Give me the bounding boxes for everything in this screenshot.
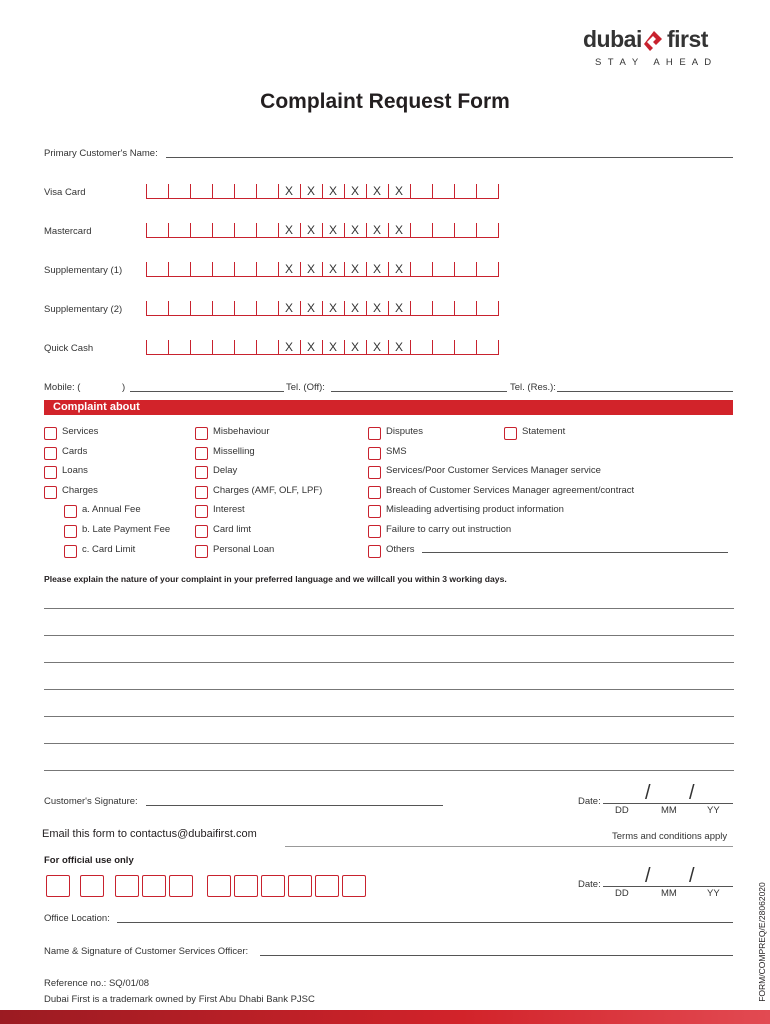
complaint-sub-checkbox[interactable] xyxy=(64,525,77,538)
mobile-field[interactable] xyxy=(130,391,284,392)
complaint-col2-checkbox[interactable] xyxy=(195,466,208,479)
complaint-sub-label: b. Late Payment Fee xyxy=(82,524,171,535)
official-box[interactable] xyxy=(288,875,312,897)
card-field-divider xyxy=(476,262,477,277)
complaint-col1-label: Loans xyxy=(62,465,88,476)
complaint-col2-checkbox[interactable] xyxy=(195,505,208,518)
masked-digit: X xyxy=(350,301,359,315)
card-field-divider xyxy=(256,184,257,199)
masked-digit: X xyxy=(328,262,337,276)
card-field-divider xyxy=(498,301,499,316)
official-box[interactable] xyxy=(46,875,70,897)
card-label: Supplementary (1) xyxy=(44,265,123,276)
card-number-field[interactable] xyxy=(146,339,506,355)
card-field-divider xyxy=(190,340,191,355)
card-field-divider xyxy=(190,184,191,199)
card-field-divider xyxy=(234,223,235,238)
masked-digit: X xyxy=(350,223,359,237)
card-field-divider xyxy=(410,223,411,238)
primary-name-field[interactable] xyxy=(166,157,733,158)
masked-digit: X xyxy=(328,340,337,354)
masked-digit: X xyxy=(284,262,293,276)
complaint-col1-label: Cards xyxy=(62,446,88,457)
card-number-field[interactable] xyxy=(146,300,506,316)
official-box[interactable] xyxy=(315,875,339,897)
complaint-col3-checkbox[interactable] xyxy=(368,545,381,558)
complaint-col1-label: Services xyxy=(62,426,99,437)
card-field-divider xyxy=(168,223,169,238)
masked-digit: X xyxy=(328,223,337,237)
card-field-divider xyxy=(432,223,433,238)
trademark-note: Dubai First is a trademark owned by First Abu Dhabi Bank PJSC xyxy=(44,994,315,1005)
brand-tagline: S T A Y A H E A D xyxy=(595,57,714,68)
masked-digit: X xyxy=(284,223,293,237)
primary-name-label: Primary Customer's Name: xyxy=(44,148,158,159)
masked-digit: X xyxy=(306,223,315,237)
card-field-divider xyxy=(454,301,455,316)
complaint-col4-checkbox[interactable] xyxy=(504,427,517,440)
complaint-col3-label: Others xyxy=(386,544,415,555)
masked-digit: X xyxy=(372,262,381,276)
card-field-divider xyxy=(498,340,499,355)
masked-digit: X xyxy=(328,184,337,198)
masked-digit: X xyxy=(306,184,315,198)
date-separator: / xyxy=(689,782,695,804)
complaint-col3-checkbox[interactable] xyxy=(368,486,381,499)
complaint-col3-label: SMS xyxy=(386,446,407,457)
complaint-col1-checkbox[interactable] xyxy=(44,486,57,499)
complaint-sub-label: c. Card Limit xyxy=(82,544,136,555)
masked-digit: X xyxy=(394,223,403,237)
complaint-col2-label: Misselling xyxy=(213,446,255,457)
complaint-line[interactable] xyxy=(44,689,734,690)
complaint-col2-label: Charges (AMF, OLF, LPF) xyxy=(213,485,323,496)
date-separator: / xyxy=(645,782,651,804)
masked-digit: X xyxy=(394,262,403,276)
card-field-divider xyxy=(410,340,411,355)
complaint-col3-checkbox[interactable] xyxy=(368,427,381,440)
complaint-line[interactable] xyxy=(44,608,734,609)
card-field-divider xyxy=(432,301,433,316)
card-field-divider xyxy=(168,301,169,316)
card-field-divider xyxy=(212,223,213,238)
masked-digit: X xyxy=(306,340,315,354)
card-field-divider xyxy=(234,184,235,199)
complaint-sub-checkbox[interactable] xyxy=(64,505,77,518)
date-yy: YY xyxy=(707,805,720,816)
card-field-divider xyxy=(212,184,213,199)
official-box[interactable] xyxy=(234,875,258,897)
official-box[interactable] xyxy=(261,875,285,897)
card-field-divider xyxy=(168,262,169,277)
card-label: Visa Card xyxy=(44,187,86,198)
card-field-divider xyxy=(146,340,147,355)
card-field-divider xyxy=(190,262,191,277)
masked-digit: X xyxy=(306,301,315,315)
card-number-field[interactable] xyxy=(146,261,506,277)
official-box[interactable] xyxy=(169,875,193,897)
complaint-sub-label: a. Annual Fee xyxy=(82,504,141,515)
masked-digit: X xyxy=(284,340,293,354)
card-field-divider xyxy=(234,340,235,355)
complaint-col2-checkbox[interactable] xyxy=(195,447,208,460)
tel-office-field[interactable] xyxy=(331,391,507,392)
official-use-rule xyxy=(285,846,733,847)
complaint-col3-label: Misleading advertising product information xyxy=(386,504,564,515)
official-box[interactable] xyxy=(342,875,366,897)
card-field-divider xyxy=(476,340,477,355)
masked-digit: X xyxy=(394,184,403,198)
card-field-divider xyxy=(146,262,147,277)
explain-instruction: Please explain the nature of your complaint in your preferred language and we willcall you within 3 working days. xyxy=(44,574,507,584)
mobile-label-close: ) xyxy=(122,382,126,393)
complaint-line[interactable] xyxy=(44,770,734,771)
complaint-col3-checkbox[interactable] xyxy=(368,525,381,538)
card-field-divider xyxy=(190,301,191,316)
masked-digit: X xyxy=(372,223,381,237)
complaint-col3-label: Disputes xyxy=(386,426,423,437)
card-field-divider xyxy=(410,301,411,316)
terms-note: Terms and conditions apply xyxy=(612,831,728,842)
complaint-col2-checkbox[interactable] xyxy=(195,486,208,499)
complaint-line[interactable] xyxy=(44,662,734,663)
page-title: Complaint Request Form xyxy=(260,90,510,113)
date-separator: / xyxy=(689,865,695,887)
tel-res-label: Tel. (Res.): xyxy=(510,382,556,393)
complaint-col1-checkbox[interactable] xyxy=(44,447,57,460)
card-field-divider xyxy=(476,301,477,316)
date-field[interactable] xyxy=(603,803,733,804)
card-number-field[interactable] xyxy=(146,183,506,199)
brand-logo xyxy=(583,26,733,70)
complaint-col1-checkbox[interactable] xyxy=(44,427,57,440)
card-field-divider xyxy=(410,184,411,199)
office-location-label: Office Location: xyxy=(44,913,110,924)
card-field-divider xyxy=(498,184,499,199)
complaint-col1-label: Charges xyxy=(62,485,98,496)
officer-field[interactable] xyxy=(260,955,733,956)
reference-number: Reference no.: SQ/01/08 xyxy=(44,978,150,989)
card-field-divider xyxy=(212,262,213,277)
card-field-divider xyxy=(212,340,213,355)
complaint-col3-label: Services/Poor Customer Services Manager service xyxy=(386,465,601,476)
complaint-col3-checkbox[interactable] xyxy=(368,466,381,479)
masked-digit: X xyxy=(372,301,381,315)
footer-bar xyxy=(0,1010,770,1024)
card-field-divider xyxy=(476,184,477,199)
card-number-field[interactable] xyxy=(146,222,506,238)
card-field-divider xyxy=(146,223,147,238)
card-field-divider xyxy=(234,262,235,277)
card-field-divider xyxy=(256,301,257,316)
official-box[interactable] xyxy=(115,875,139,897)
date-separator: / xyxy=(645,865,651,887)
card-field-divider xyxy=(146,184,147,199)
card-field-divider xyxy=(432,262,433,277)
official-box[interactable] xyxy=(80,875,104,897)
brand-name-part2: first xyxy=(667,26,708,52)
complaint-col2-label: Interest xyxy=(213,504,245,515)
card-label: Quick Cash xyxy=(44,343,94,354)
card-field-divider xyxy=(256,262,257,277)
date-label: Date: xyxy=(578,796,601,807)
mobile-label: Mobile: ( xyxy=(44,382,81,393)
official-use-header: For official use only xyxy=(44,855,134,866)
official-date-label: Date: xyxy=(578,879,601,890)
complaint-col2-label: Misbehaviour xyxy=(213,426,270,437)
complaint-col3-checkbox[interactable] xyxy=(368,505,381,518)
masked-digit: X xyxy=(394,340,403,354)
card-field-divider xyxy=(168,340,169,355)
officer-label: Name & Signature of Customer Services Officer: xyxy=(44,946,249,957)
office-location-field[interactable] xyxy=(117,922,733,923)
brand-name-part1: dubai xyxy=(583,26,642,52)
card-field-divider xyxy=(432,184,433,199)
masked-digit: X xyxy=(372,184,381,198)
card-field-divider xyxy=(146,301,147,316)
complaint-sub-checkbox[interactable] xyxy=(64,545,77,558)
card-field-divider xyxy=(498,223,499,238)
card-field-divider xyxy=(454,340,455,355)
complaint-line[interactable] xyxy=(44,743,734,744)
complaint-col2-checkbox[interactable] xyxy=(195,427,208,440)
others-field[interactable] xyxy=(422,552,728,553)
signature-field[interactable] xyxy=(146,805,443,806)
masked-digit: X xyxy=(350,262,359,276)
date-mm: MM xyxy=(661,805,677,816)
email-instruction: Email this form to contactus@dubaifirst.com xyxy=(42,828,257,840)
official-date-mm: MM xyxy=(661,888,677,899)
card-label: Supplementary (2) xyxy=(44,304,123,315)
complaint-col1-checkbox[interactable] xyxy=(44,466,57,479)
card-field-divider xyxy=(432,340,433,355)
masked-digit: X xyxy=(394,301,403,315)
card-field-divider xyxy=(498,262,499,277)
complaint-line[interactable] xyxy=(44,635,734,636)
official-date-yy: YY xyxy=(707,888,720,899)
card-field-divider xyxy=(190,223,191,238)
complaint-about-label: Complaint about xyxy=(53,401,140,413)
complaint-col2-checkbox[interactable] xyxy=(195,545,208,558)
tel-res-field[interactable] xyxy=(557,391,733,392)
complaint-col2-checkbox[interactable] xyxy=(195,525,208,538)
official-date-field[interactable] xyxy=(603,886,733,887)
masked-digit: X xyxy=(328,301,337,315)
form-code: FORM/COMPREQ/E/28062020 xyxy=(757,882,767,1002)
card-field-divider xyxy=(256,223,257,238)
masked-digit: X xyxy=(284,301,293,315)
masked-digit: X xyxy=(372,340,381,354)
signature-label: Customer's Signature: xyxy=(44,796,138,807)
tel-office-label: Tel. (Off): xyxy=(286,382,325,393)
card-field-divider xyxy=(454,262,455,277)
card-field-divider xyxy=(454,223,455,238)
masked-digit: X xyxy=(350,340,359,354)
official-date-dd: DD xyxy=(615,888,629,899)
complaint-col2-label: Personal Loan xyxy=(213,544,275,555)
complaint-col3-label: Failure to carry out instruction xyxy=(386,524,512,535)
date-dd: DD xyxy=(615,805,629,816)
complaint-col2-label: Card limt xyxy=(213,524,252,535)
complaint-line[interactable] xyxy=(44,716,734,717)
complaint-about-header xyxy=(44,400,733,415)
card-label: Mastercard xyxy=(44,226,92,237)
official-box[interactable] xyxy=(142,875,166,897)
brand-mark-icon xyxy=(644,30,664,52)
complaint-col3-checkbox[interactable] xyxy=(368,447,381,460)
masked-digit: X xyxy=(350,184,359,198)
card-field-divider xyxy=(476,223,477,238)
complaint-col4-label: Statement xyxy=(522,426,566,437)
masked-digit: X xyxy=(284,184,293,198)
card-field-divider xyxy=(234,301,235,316)
masked-digit: X xyxy=(306,262,315,276)
card-field-divider xyxy=(168,184,169,199)
complaint-col3-label: Breach of Customer Services Manager agreement/contract xyxy=(386,485,635,496)
card-field-divider xyxy=(256,340,257,355)
official-box[interactable] xyxy=(207,875,231,897)
complaint-col2-label: Delay xyxy=(213,465,238,476)
card-field-divider xyxy=(410,262,411,277)
card-field-divider xyxy=(454,184,455,199)
card-field-divider xyxy=(212,301,213,316)
